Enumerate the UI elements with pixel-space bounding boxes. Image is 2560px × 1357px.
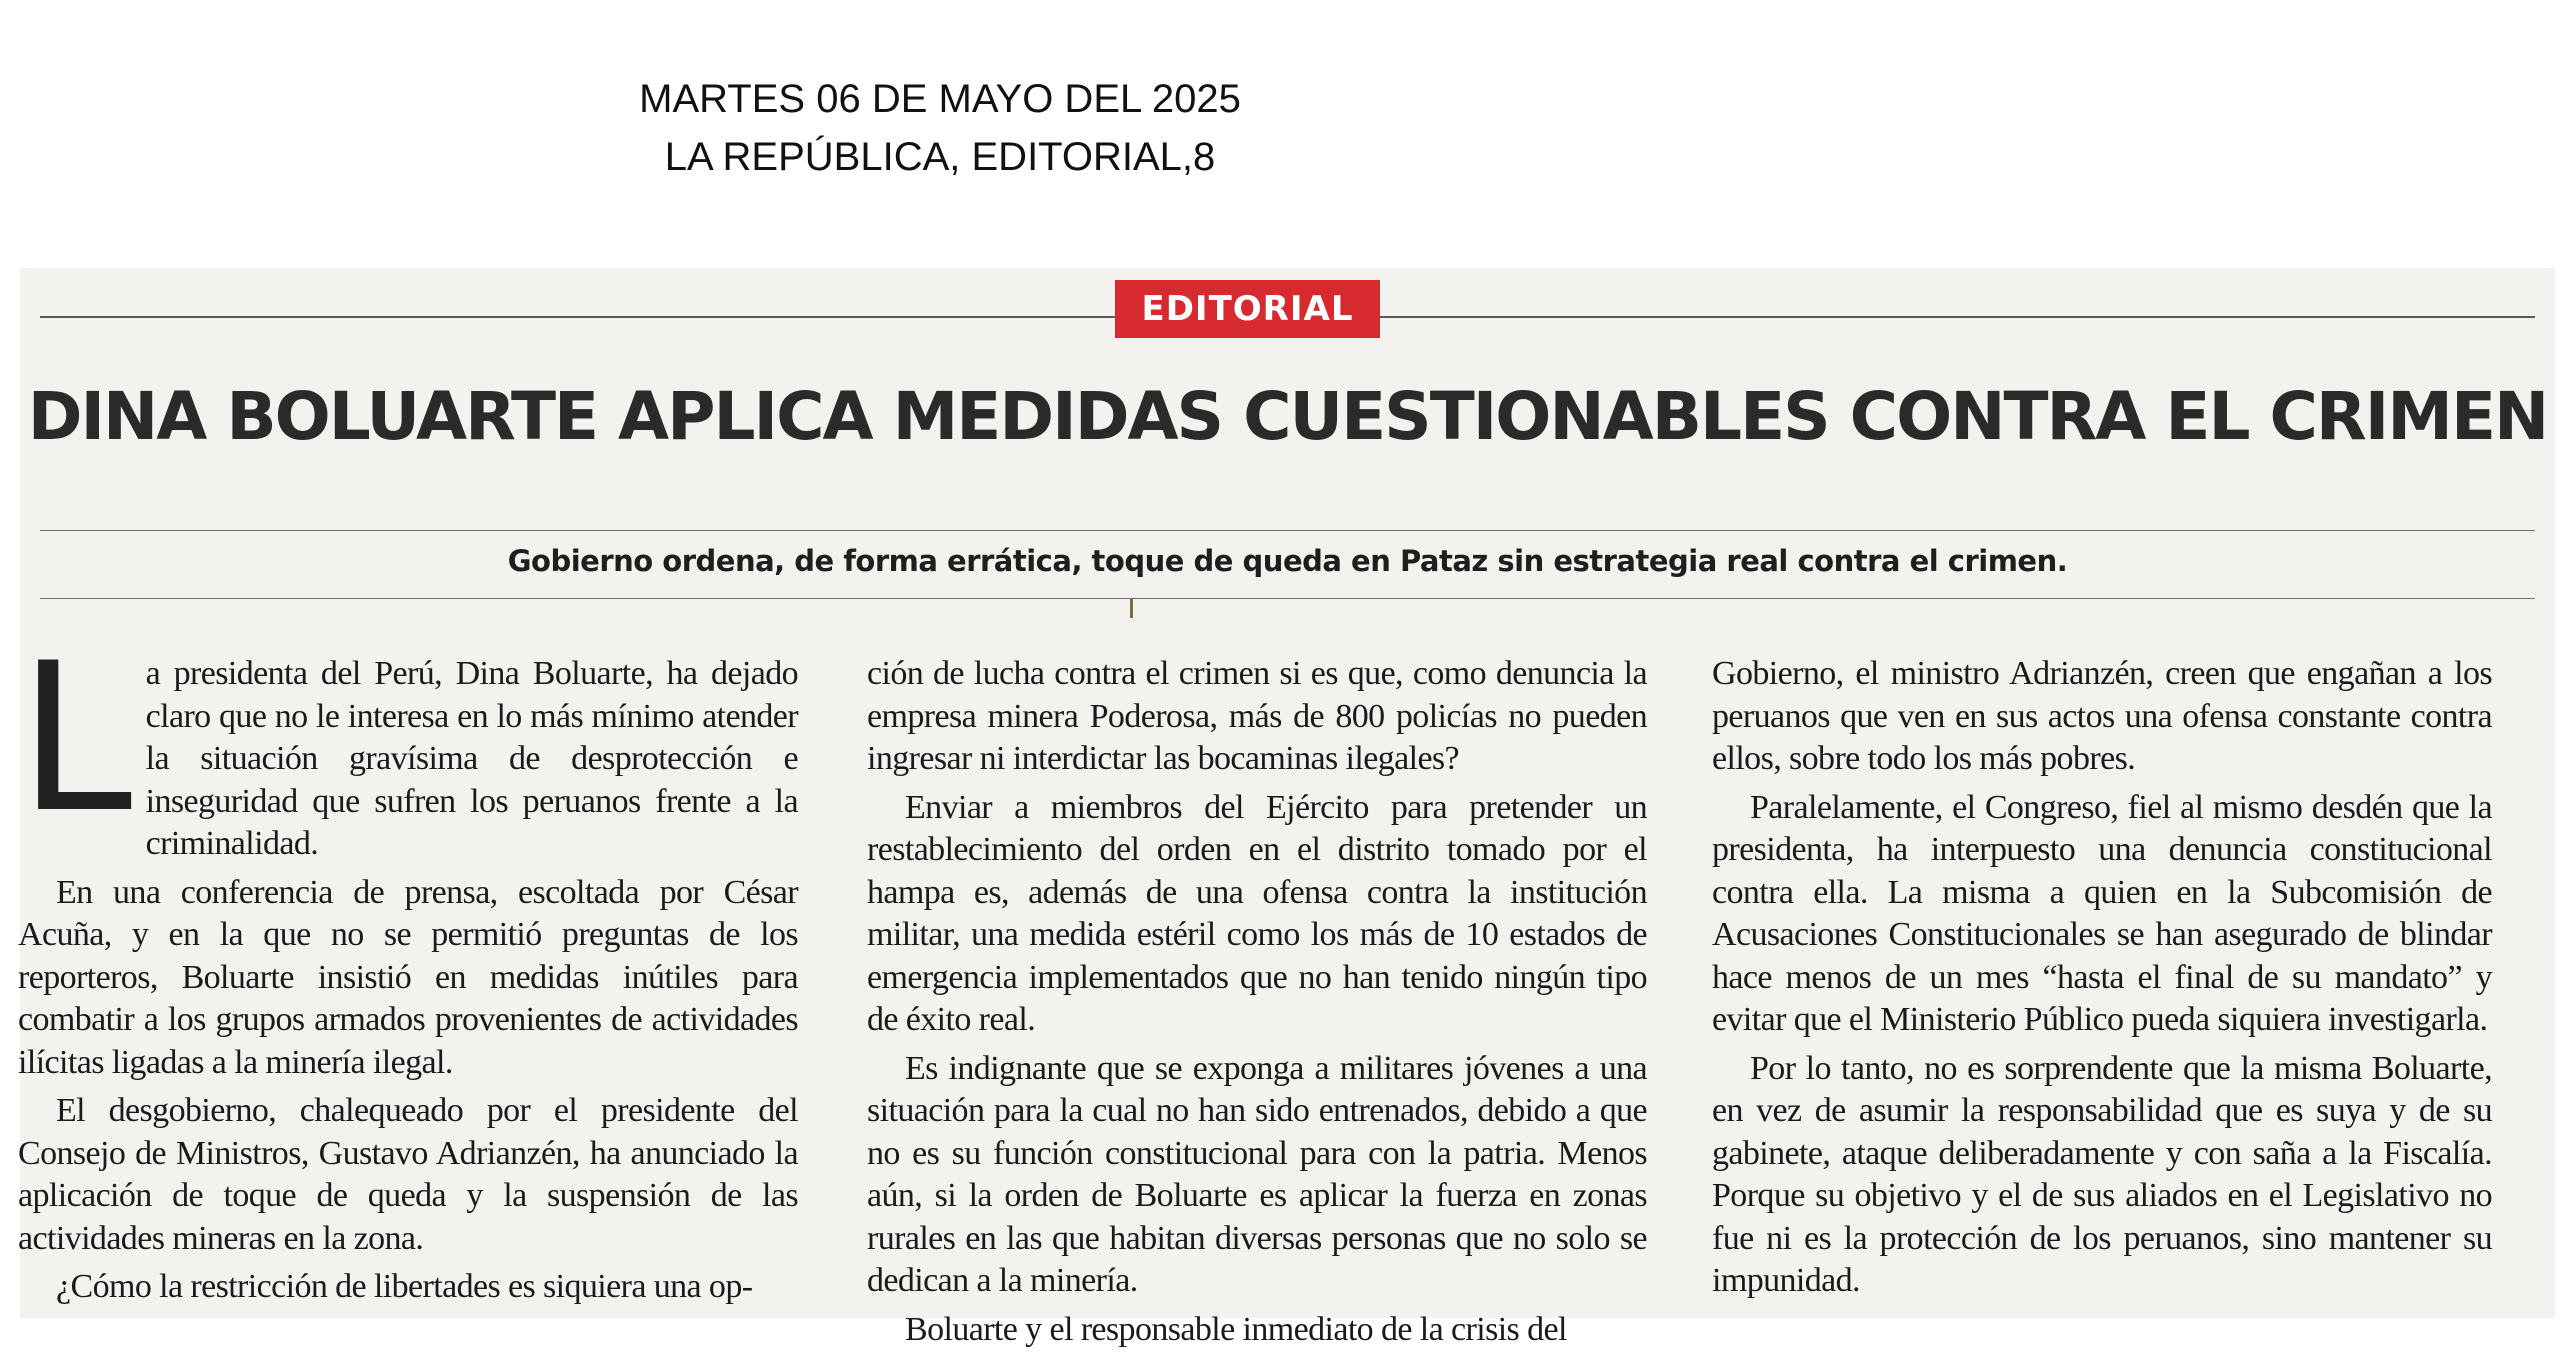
- source-line: LA REPÚBLICA, EDITORIAL,8: [664, 135, 1216, 179]
- subhead-bottom-rule: [40, 598, 2535, 599]
- paragraph: El desgobierno, chalequeado por el presidente del Consejo de Ministros, Gustavo Adrianzén, ha anunciado la aplicación de toque de queda y la suspensión de las actividades mineras en la zona.: [18, 1092, 798, 1257]
- date-line: MARTES 06 DE MAYO DEL 2025: [639, 77, 1241, 121]
- paragraph: Boluarte y el responsable inmediato de la crisis del: [905, 1310, 1567, 1348]
- drop-cap: L: [18, 620, 132, 858]
- paragraph: Es indignante que se exponga a militares jóvenes a una situación para la cual no han sido entrenados, debido a que no es su función constitucional para con la patria. Menos aún, si la orden de Boluarte es aplicar la fuerza en zonas rurales en las que habitan diversas personas que no solo se dedican a la minería.: [867, 1049, 1647, 1299]
- subhead-top-rule: [40, 530, 2535, 531]
- headline: DINA BOLUARTE APLICA MEDIDAS CUESTIONABLES CONTRA EL CRIMEN: [27, 378, 2548, 455]
- paragraph: ción de lucha contra el crimen si es que, como denuncia la empresa minera Poderosa, más de 800 policías no pueden ingresar ni interdictar las bocaminas ilegales?: [867, 655, 1647, 777]
- clipping-header: [0, 70, 1880, 186]
- print-mark: [1130, 598, 1133, 618]
- column-1: [18, 620, 798, 1315]
- paragraph: La presidenta del Perú, Dina Boluarte, ha dejado claro que no le interesa en lo más mínimo atender la situación gravísima de desprotección e inseguridad que sufren los peruanos frente a la criminalidad.: [18, 620, 798, 862]
- column-3: [1712, 653, 2492, 1309]
- paragraph: Paralelamente, el Congreso, fiel al mismo desdén que la presidenta, ha interpuesto una denuncia constitucional contra ella. La misma a quien en la Subcomisión de Acusaciones Constitucionales se han asegurado de blindar hace menos de un mes “hasta el final de su mandato” y evitar que el Ministerio Público pueda siquiera investigarla.: [1712, 788, 2492, 1038]
- paragraph: Por lo tanto, no es sorprendente que la misma Boluarte, en vez de asumir la responsabilidad que es suya y de su gabinete, ataque deliberadamente y con saña a la Fiscalía. Porque su objetivo y el de sus aliados en el Legislativo no fue ni es la protección de los peruanos, sino mantener su impunidad.: [1712, 1049, 2492, 1299]
- subhead: Gobierno ordena, de forma errática, toque de queda en Pataz sin estrategia real contra el crimen.: [507, 544, 2068, 578]
- paragraph: En una conferencia de prensa, escoltada por César Acuña, y en la que no se permitió preguntas de los reporteros, Boluarte insistió en medidas inútiles para combatir a los grupos armados provenientes de actividades ilícitas ligadas a la minería ilegal.: [18, 873, 798, 1081]
- paragraph: Enviar a miembros del Ejército para pretender un restablecimiento del orden en el distrito tomado por el hampa es, además de una ofensa contra la institución militar, una medida estéril como los más de 10 estados de emergencia implementados que no han tenido ningún tipo de éxito real.: [867, 788, 1647, 1038]
- paragraph: ¿Cómo la restricción de libertades es siquiera una op-: [56, 1268, 753, 1305]
- paragraph: Gobierno, el ministro Adrianzén, creen que engañan a los peruanos que ven en sus actos una ofensa constante contra ellos, sobre todo los más pobres.: [1712, 655, 2492, 777]
- column-2: [867, 653, 1647, 1357]
- section-badge: EDITORIAL: [1115, 280, 1380, 338]
